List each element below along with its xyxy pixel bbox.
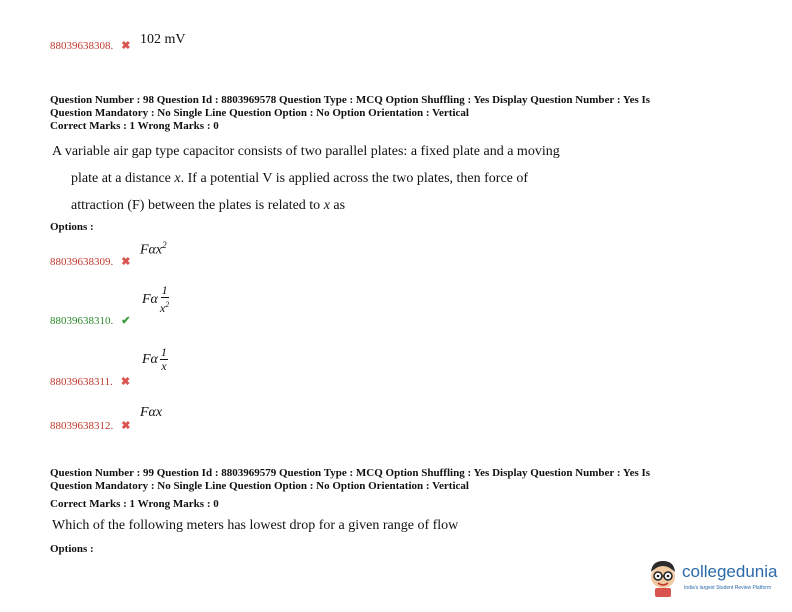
logo-tagline: India's largest Student Review Platform xyxy=(684,585,772,591)
fraction: $\frac{1}{x}$ xyxy=(160,345,167,373)
mascot-icon xyxy=(646,558,680,598)
fraction: $\frac{1}{x^2}$ xyxy=(159,283,170,315)
option-id: 88039638309. xyxy=(50,256,114,268)
option-formula: Fαx$^2$ xyxy=(140,240,167,258)
check-mark-icon: ✔ xyxy=(121,315,131,327)
q98-text-line1: A variable air gap type capacitor consists of two parallel plates: a fixed plate and a moving xyxy=(52,144,560,159)
collegedunia-logo xyxy=(646,556,786,600)
option-text: 102 mV xyxy=(140,32,186,47)
q98-text-line3: attraction (F) between the plates is related to x as xyxy=(71,198,346,213)
q98-meta xyxy=(50,94,730,133)
option-id: 88039638310. xyxy=(50,315,114,327)
q99-meta-line2: Question Mandatory : No Single Line Question Option : No Option Orientation : Vertical xyxy=(50,480,469,492)
q99-meta-line1: Question Number : 99 Question Id : 8803969579 Question Type : MCQ Option Shuffling : Yes Display Question Number : Yes Is xyxy=(50,467,651,479)
prev-option xyxy=(50,32,186,54)
logo-name: collegedunia xyxy=(682,562,778,581)
cross-mark-icon: ✖ xyxy=(121,256,131,268)
cross-mark-icon: ✖ xyxy=(121,40,131,52)
option-row[interactable] xyxy=(50,252,130,270)
option-id: 88039638308. xyxy=(50,40,114,52)
cross-mark-icon: ✖ xyxy=(121,420,131,432)
cross-mark-icon: ✖ xyxy=(120,376,131,388)
option-formula: Fα $\frac{1}{x}$ xyxy=(142,345,167,373)
q98-text-line2: plate at a distance x. If a potential V is applied across the two plates, then force of xyxy=(71,171,529,186)
option-row[interactable] xyxy=(50,372,130,390)
q98-options-label: Options : xyxy=(50,221,94,233)
q99-marks: Correct Marks : 1 Wrong Marks : 0 xyxy=(50,498,219,510)
q99-options-label: Options : xyxy=(50,543,94,555)
option-formula: Fαx xyxy=(140,405,163,420)
q98-marks: Correct Marks : 1 Wrong Marks : 0 xyxy=(50,120,219,132)
q98-meta-line1: Question Number : 98 Question Id : 8803969578 Question Type : MCQ Option Shuffling : Yes Display Question Number : Yes Is xyxy=(50,94,651,106)
option-formula: Fα $\frac{1}{x^2}$ xyxy=(142,283,170,315)
q99-text: Which of the following meters has lowest drop for a given range of flow xyxy=(52,518,459,533)
option-id: 88039638312. xyxy=(50,420,114,432)
q98-text xyxy=(52,138,622,219)
q99-meta xyxy=(50,467,730,493)
option-id: 88039638311. xyxy=(50,376,113,388)
option-row[interactable] xyxy=(50,311,130,329)
option-row[interactable] xyxy=(50,416,130,434)
q98-meta-line2: Question Mandatory : No Single Line Question Option : No Option Orientation : Vertical xyxy=(50,107,469,119)
